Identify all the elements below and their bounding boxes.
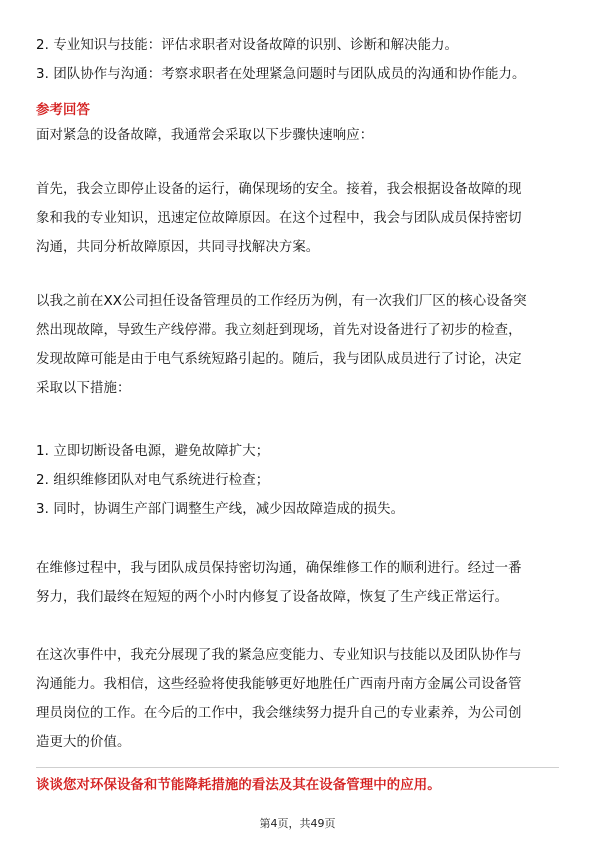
paragraph-line: 象和我的专业知识，迅速定位故障原因。在这个过程中，我会与团队成员保持密切 — [36, 211, 522, 226]
next-question-heading: 谈谈您对环保设备和节能降耗措施的看法及其在设备管理中的应用。 — [36, 778, 441, 793]
answer-heading: 参考回答 — [36, 103, 90, 118]
paragraph-line: 造更大的价值。 — [36, 735, 131, 750]
paragraph-line: 发现故障可能是由于电气系统短路引起的。随后，我与团队成员进行了讨论，决定 — [36, 352, 522, 367]
paragraph-line: 采取以下措施： — [36, 381, 131, 396]
paragraph-line: 沟通能力。我相信，这些经验将使我能够更好地胜任广西南丹南方金属公司设备管 — [36, 677, 522, 692]
paragraph-line: 首先，我会立即停止设备的运行，确保现场的安全。接着，我会根据设备故障的现 — [36, 182, 522, 197]
page-number: 第4页，共49页 — [259, 817, 336, 830]
measure-item: 3. 同时，协调生产部门调整生产线，减少因故障造成的损失。 — [36, 502, 405, 517]
paragraph-line: 然出现故障，导致生产线停滞。我立刻赶到现场，首先对设备进行了初步的检查， — [36, 323, 522, 338]
section-divider — [36, 767, 559, 768]
measure-item: 1. 立即切断设备电源，避免故障扩大； — [36, 444, 270, 459]
evaluation-item-3: 3. 团队协作与沟通：考察求职者在处理紧急问题时与团队成员的沟通和协作能力。 — [36, 67, 526, 82]
paragraph-line: 以我之前在XX公司担任设备管理员的工作经历为例，有一次我们厂区的核心设备突 — [36, 294, 527, 309]
paragraph-line: 在维修过程中，我与团队成员保持密切沟通，确保维修工作的顺利进行。经过一番 — [36, 561, 522, 576]
paragraph-line: 在这次事件中，我充分展现了我的紧急应变能力、专业知识与技能以及团队协作与 — [36, 648, 522, 663]
answer-intro: 面对紧急的设备故障，我通常会采取以下步骤快速响应： — [36, 128, 374, 143]
paragraph-line: 沟通，共同分析故障原因，共同寻找解决方案。 — [36, 240, 320, 255]
paragraph-line: 理员岗位的工作。在今后的工作中，我会继续努力提升自己的专业素养，为公司创 — [36, 706, 522, 721]
paragraph-line: 努力，我们最终在短短的两个小时内修复了设备故障，恢复了生产线正常运行。 — [36, 590, 509, 605]
measure-item: 2. 组织维修团队对电气系统进行检查； — [36, 473, 270, 488]
evaluation-item-2: 2. 专业知识与技能：评估求职者对设备故障的识别、诊断和解决能力。 — [36, 38, 459, 53]
